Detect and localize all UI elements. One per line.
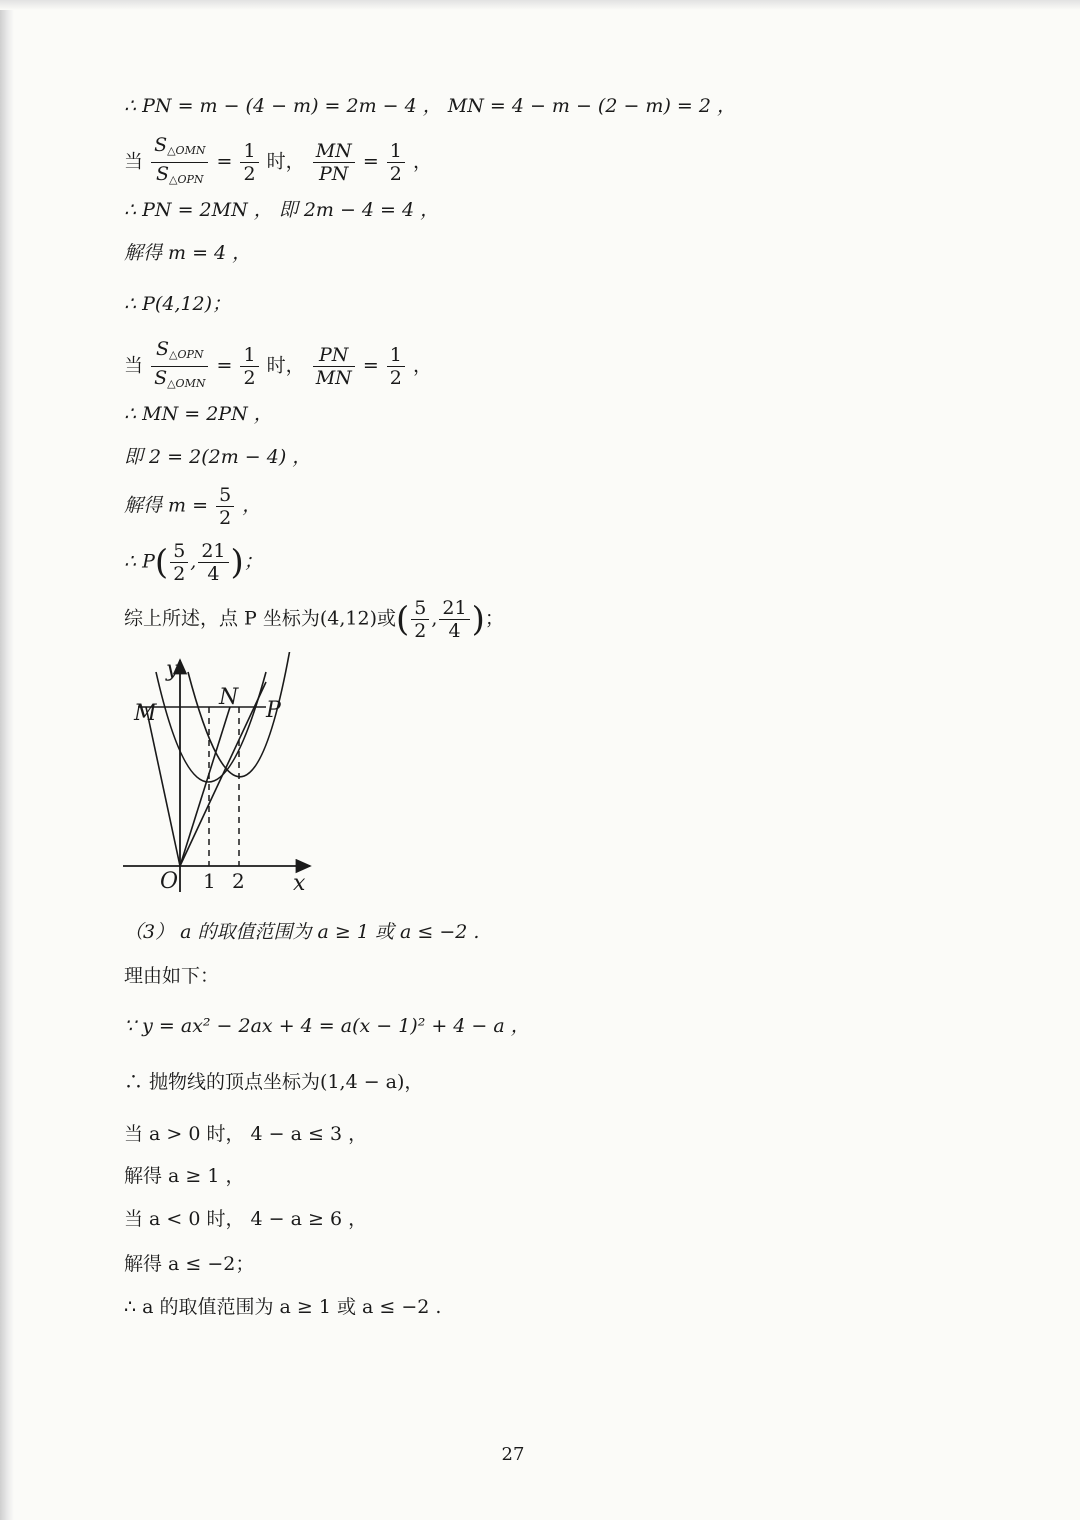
line-case-a-neg: 当 a < 0 时， 4 − a ≥ 6 ， — [124, 1208, 368, 1230]
line-point-p-1: ∴ P(4,12)； — [124, 293, 232, 315]
tick-1: 1 — [203, 869, 216, 893]
tick-2: 2 — [232, 869, 245, 893]
line-summary: 综上所述，点 P 坐标为(4,12)或( $\frac{5}{2}$ , $\frac{21}{4}$ )； — [124, 597, 504, 642]
fraction-one-half-d: $\frac{1}{2}$ — [387, 344, 405, 389]
line-pn-mn: ∴ PN = m − (4 − m) = 2m − 4 ， MN = 4 − m − (2 − m) = 2 ， — [124, 95, 736, 117]
line-conclusion: ∴ a 的取值范围为 a ≥ 1 或 a ≤ −2 . — [124, 1296, 442, 1318]
line-equation: 即 2 = 2(2m − 4) ， — [124, 446, 312, 468]
line-ratio-case-2: 当 $\frac{S_{\triangle OPN}}{S_{\triangle OMN}}$ = $\frac{1}{2}$ 时， $\frac{PN}{MN}$ = $\frac{1}{2}$ ， — [124, 338, 432, 395]
line-on — [180, 707, 230, 866]
line-solve-m-4: 解得 m = 4 ， — [124, 242, 252, 264]
line-solve-m-5-2: 解得 m = $\frac{5}{2}$ ， — [124, 484, 262, 529]
label-p: P — [266, 698, 281, 723]
fraction-one-half: $\frac{1}{2}$ — [240, 140, 258, 185]
label-x: x — [293, 871, 306, 896]
line-pn-eq-2mn: ∴ PN = 2MN ， 即 2m − 4 = 4 ， — [124, 199, 440, 221]
line-vertex: ∴ 抛物线的顶点坐标为(1,4 − a)， — [124, 1071, 424, 1093]
label-n: N — [219, 685, 239, 710]
fraction-one-half-b: $\frac{1}{2}$ — [387, 140, 405, 185]
scan-shadow-left — [0, 0, 14, 1520]
line-solve-a-neg: 解得 a ≤ −2； — [124, 1253, 255, 1275]
line-case-a-pos: 当 a > 0 时， 4 − a ≤ 3 ， — [124, 1123, 368, 1145]
line-solve-a-pos: 解得 a ≥ 1 ， — [124, 1165, 245, 1187]
line-reason: 理由如下： — [124, 965, 220, 987]
label-o: O — [160, 869, 179, 894]
text-when: 当 — [124, 150, 144, 173]
scan-shadow-top — [0, 0, 1080, 10]
fraction-one-half-c: $\frac{1}{2}$ — [240, 344, 258, 389]
fraction-area-ratio: $\frac{S_{\triangle OMN}}{S_{\triangle OPN}}$ — [151, 134, 208, 191]
fraction-pn-mn: $\frac{PN}{MN}$ — [313, 344, 355, 389]
line-mn-eq-2pn: ∴ MN = 2PN ， — [124, 403, 273, 425]
page-number: 27 — [501, 1444, 525, 1465]
line-om — [146, 707, 180, 866]
line-ratio-case-1: 当 $\frac{S_{\triangle OMN}}{S_{\triangle OPN}}$ = $\frac{1}{2}$ 时， $\frac{MN}{PN}$ = $\frac{1}{2}$ ， — [124, 134, 432, 191]
fraction-mn-pn: $\frac{MN}{PN}$ — [313, 140, 355, 185]
label-y: y — [166, 657, 179, 682]
fraction-five-halves: $\frac{5}{2}$ — [216, 484, 234, 529]
line-vertex-form: ∵ y = ax² − 2ax + 4 = a(x − 1)² + 4 − a ， — [124, 1015, 530, 1037]
label-m: M — [134, 701, 157, 726]
fraction-area-ratio-2: $\frac{S_{\triangle OPN}}{S_{\triangle OMN}}$ — [151, 338, 208, 395]
line-point-p-2: ∴ P( $\frac{5}{2}$ , $\frac{21}{4}$ )； — [124, 540, 263, 585]
line-part-3: （3） a 的取值范围为 a ≥ 1 或 a ≤ −2 . — [124, 921, 480, 943]
parabola-figure — [118, 652, 318, 902]
